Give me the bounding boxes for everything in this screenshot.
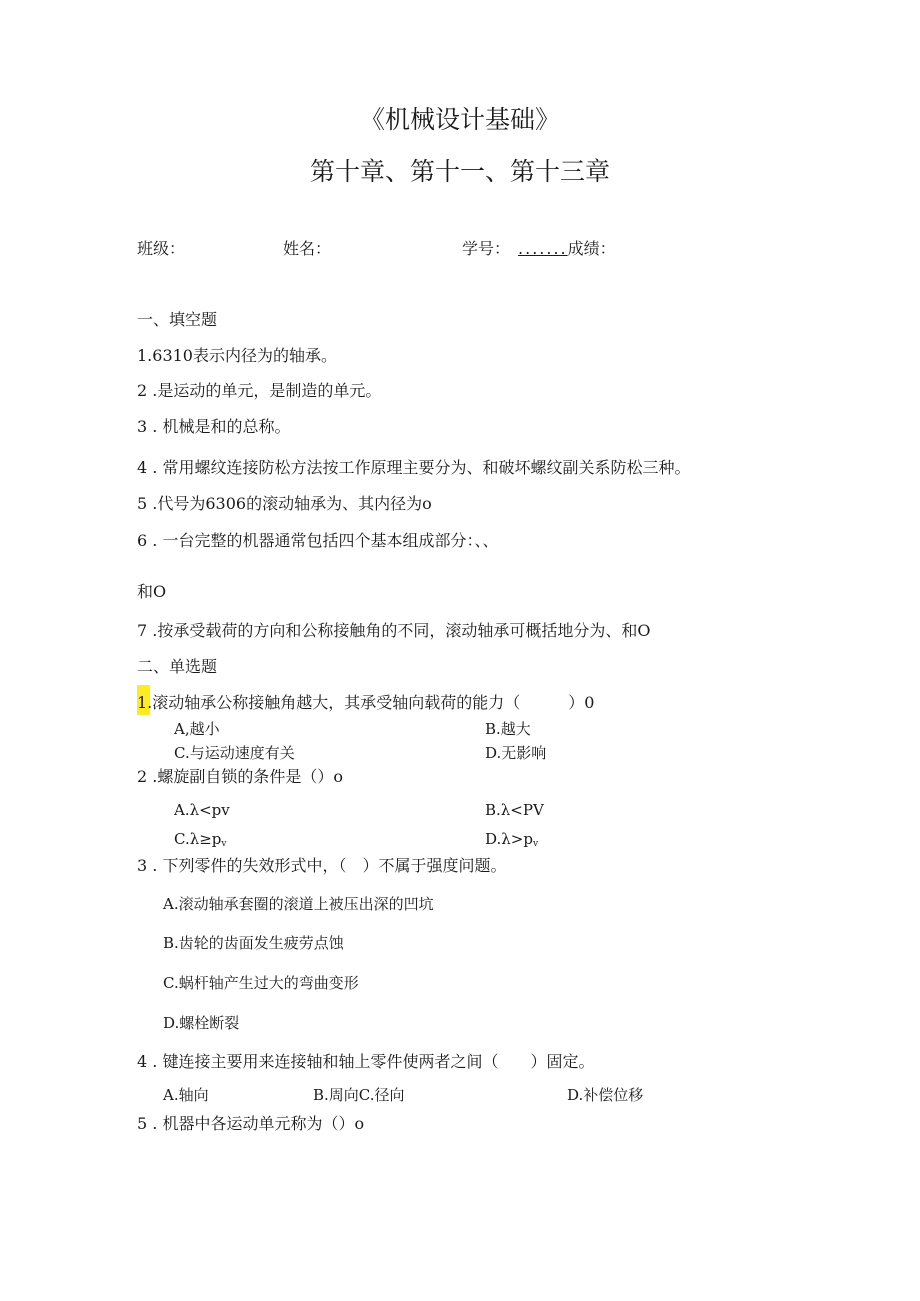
section-single-choice-heading: 二、单选题: [137, 657, 218, 676]
q1-option-a: A,越小: [174, 720, 220, 738]
fill-question-6: 6 . 一台完整的机器通常包括四个基本组成部分：、、: [137, 531, 499, 550]
doc-title: 《机械设计基础》: [359, 105, 560, 134]
q2-option-c-sub: v: [221, 839, 227, 849]
q3-option-c: C.蜗杆轴产生过大的弯曲变形: [163, 974, 359, 992]
fill-question-3: 3 . 机械是和的总称。: [137, 417, 291, 436]
q3-option-a: A.滚动轴承套圈的滚道上被压出深的凹坑: [163, 895, 434, 913]
q4-option-d: D.补偿位移: [567, 1086, 644, 1104]
q2-option-d-main: D.λ>p: [485, 830, 533, 848]
q2-option-d: [485, 828, 538, 855]
student-id-dots: .......: [518, 239, 568, 258]
fill-question-5: 5 .代号为6306的滚动轴承为、其内径为o: [137, 494, 432, 513]
fill-question-2: 2 .是运动的单元，是制造的单元。: [137, 381, 382, 400]
fill-question-4: 4 . 常用螺纹连接防松方法按工作原理主要分为、和破坏螺纹副关系防松三种。: [137, 458, 691, 477]
q1-option-d: D.无影响: [485, 744, 547, 762]
q2-option-d-sub: v: [532, 839, 539, 849]
fill-question-7: 7 .按承受载荷的方向和公称接触角的不同，滚动轴承可概括地分为、和O: [137, 621, 651, 640]
student-id-text: 学号：: [462, 239, 511, 258]
section-fill-blank-heading: 一、填空题: [137, 310, 218, 329]
doc-subtitle: 第十章、第十一、第十三章: [309, 157, 610, 186]
fill-question-6-continued: 和O: [137, 582, 167, 601]
score-label: 成绩：: [567, 239, 616, 258]
fill-question-1: 1.6310表示内径为的轴承。: [137, 346, 337, 365]
q1-option-c: C.与运动速度有关: [174, 744, 295, 762]
choice-question-5: 5 . 机器中各运动单元称为（）o: [137, 1114, 365, 1133]
choice-question-1: 1.滚动轴承公称接触角越大，其承受轴向载荷的能力（ ）0: [137, 693, 595, 712]
choice-question-3: 3 . 下列零件的失效形式中，（ ）不属于强度问题。: [137, 856, 507, 875]
name-label: 姓名：: [283, 239, 332, 258]
q4-option-a: A.轴向: [163, 1086, 209, 1104]
student-id-label: [462, 238, 616, 260]
q4-option-bc: B.周向C.径向: [313, 1086, 405, 1104]
choice-question-2: 2 .螺旋副自锁的条件是（）o: [137, 767, 343, 786]
q2-option-c: [174, 828, 226, 855]
q2-option-b: B.λ<PV: [485, 801, 544, 819]
choice-question-4: 4 . 键连接主要用来连接轴和轴上零件使两者之间（ ）固定。: [137, 1052, 595, 1071]
q3-option-d: D.螺栓断裂: [163, 1014, 240, 1032]
class-label: 班级：: [137, 239, 186, 258]
q1-option-b: B.越大: [485, 720, 531, 738]
q3-option-b: B.齿轮的齿面发生疲劳点蚀: [163, 934, 344, 952]
q2-option-c-main: C.λ≥p: [174, 830, 222, 848]
q2-option-a: A.λ<pv: [174, 801, 230, 819]
